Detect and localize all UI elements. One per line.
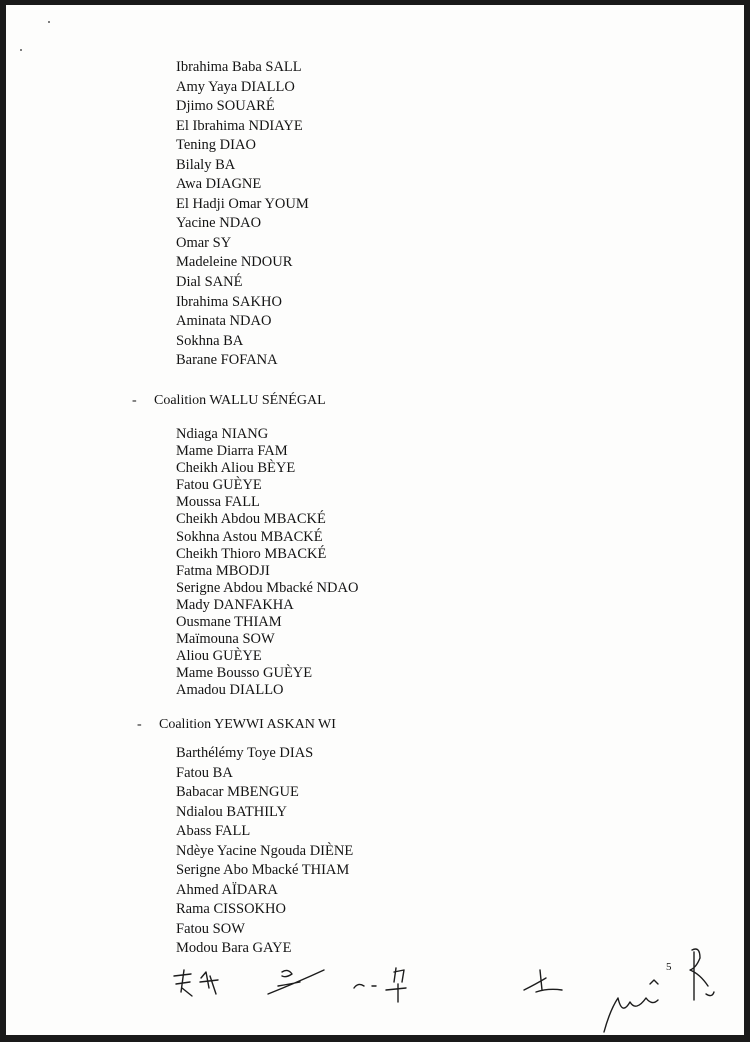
member-name: Barane FOFANA xyxy=(176,352,278,369)
member-name: Omar SY xyxy=(176,234,232,251)
scan-speck xyxy=(20,49,22,51)
member-name: Fatou BA xyxy=(176,764,233,781)
member-name: Awa DIAGNE xyxy=(176,176,262,193)
member-name: Cheikh Thioro MBACKÉ xyxy=(176,545,327,562)
member-name: Amadou DIALLO xyxy=(176,682,284,699)
member-name: El Hadji Omar YOUM xyxy=(176,195,309,212)
page-number: 5 xyxy=(666,961,672,973)
member-name: Ousmane THIAM xyxy=(176,614,282,631)
signature xyxy=(524,970,562,992)
member-name: Amy Yaya DIALLO xyxy=(176,78,295,95)
signature xyxy=(690,949,714,1000)
member-name: Ndialou BATHILY xyxy=(176,803,287,820)
section-heading-wallu-senegal xyxy=(132,393,326,409)
member-name: Ibrahima SAKHO xyxy=(176,293,282,310)
member-name: Mady DANFAKHA xyxy=(176,596,294,613)
section-heading-yewwi-askan-wi xyxy=(137,717,336,733)
member-name: Rama CISSOKHO xyxy=(176,901,286,918)
member-name: Mame Bousso GUÈYE xyxy=(176,665,313,682)
signature xyxy=(200,972,218,994)
member-name: Ibrahima Baba SALL xyxy=(176,59,302,75)
member-name: Modou Bara GAYE xyxy=(176,940,292,957)
member-name: Serigne Abdou Mbacké NDAO xyxy=(176,579,359,596)
member-name: Madeleine NDOUR xyxy=(176,254,293,271)
signature xyxy=(386,968,406,1002)
member-name: Aliou GUÈYE xyxy=(176,648,262,665)
member-name: Ndèye Yacine Ngouda DIÈNE xyxy=(176,842,354,859)
member-name: Mame Diarra FAM xyxy=(176,443,288,460)
member-name: Sokhna Astou MBACKÉ xyxy=(176,528,323,545)
member-name: Aminata NDAO xyxy=(176,313,272,330)
member-name: Fatou GUÈYE xyxy=(176,477,262,494)
member-name: El Ibrahima NDIAYE xyxy=(176,117,303,134)
paper-sheet xyxy=(6,5,744,1035)
member-name: Cheikh Abdou MBACKÉ xyxy=(176,511,326,528)
bullet-dash: - xyxy=(137,717,142,732)
member-name: Babacar MBENGUE xyxy=(176,784,299,801)
member-name: Fatma MBODJI xyxy=(176,562,270,579)
name-list-wallu-senegal xyxy=(176,426,358,700)
signatures-row xyxy=(6,940,744,1035)
signature xyxy=(174,970,192,996)
member-name: Sokhna BA xyxy=(176,332,244,349)
signature xyxy=(354,984,376,988)
signature xyxy=(268,970,324,994)
name-list-section-1 xyxy=(176,58,309,371)
name-list-yewwi-askan-wi xyxy=(176,744,353,959)
member-name: Cheikh Aliou BÈYE xyxy=(176,460,296,477)
member-name: Barthélémy Toye DIAS xyxy=(176,745,314,761)
member-name: Yacine NDAO xyxy=(176,215,262,232)
member-name: Abass FALL xyxy=(176,823,251,840)
member-name: Ahmed AÏDARA xyxy=(176,881,278,898)
member-name: Tening DIAO xyxy=(176,137,256,154)
member-name: Maïmouna SOW xyxy=(176,631,275,648)
member-name: Serigne Abo Mbacké THIAM xyxy=(176,862,350,879)
member-name: Moussa FALL xyxy=(176,494,260,511)
bullet-dash: - xyxy=(132,393,137,408)
scan-speck xyxy=(48,21,50,23)
member-name: Djimo SOUARÉ xyxy=(176,98,275,115)
member-name: Fatou SOW xyxy=(176,920,245,937)
member-name: Dial SANÉ xyxy=(176,274,243,291)
member-name: Bilaly BA xyxy=(176,156,236,173)
member-name: Ndiaga NIANG xyxy=(176,426,269,442)
section-heading-text: Coalition WALLU SÉNÉGAL xyxy=(154,393,326,408)
signature xyxy=(604,980,658,1032)
section-heading-text: Coalition YEWWI ASKAN WI xyxy=(159,717,336,732)
